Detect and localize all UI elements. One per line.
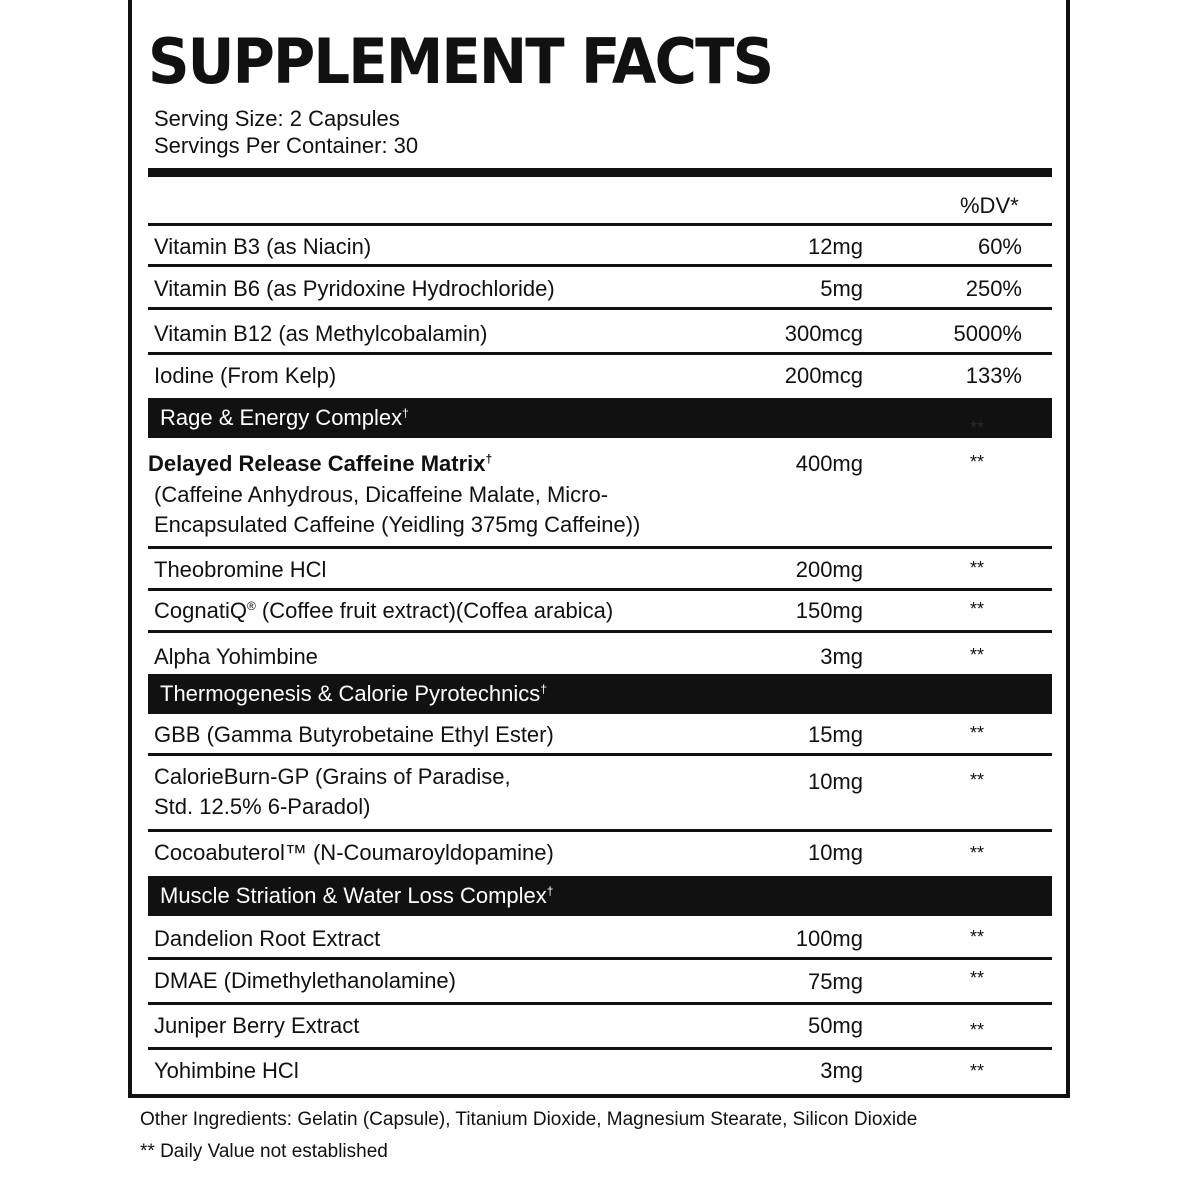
row-amount: 3mg bbox=[820, 644, 863, 669]
caffeine-detail: Encapsulated Caffeine (Yeidling 375mg Caffeine)) bbox=[154, 512, 641, 537]
row-amount: 150mg bbox=[795, 598, 863, 623]
row-name: Yohimbine HCl bbox=[154, 1058, 299, 1083]
row-amount: 3mg bbox=[820, 1058, 863, 1083]
row-name: CognatiQ® (Coffee fruit extract)(Coffea arabica) bbox=[154, 598, 614, 623]
row-amount: 400mg bbox=[795, 451, 863, 476]
row-name: CalorieBurn-GP (Grains of Paradise, bbox=[154, 764, 511, 789]
divider bbox=[148, 957, 1052, 960]
row-dv: 250% bbox=[965, 276, 1022, 301]
dv-note: ** Daily Value not established bbox=[140, 1141, 388, 1162]
row-dv: 5000% bbox=[953, 321, 1022, 346]
row-dv: ** bbox=[970, 645, 985, 665]
band-dv: ** bbox=[970, 418, 985, 438]
row-name: DMAE (Dimethylethanolamine) bbox=[154, 968, 456, 993]
row-dv: ** bbox=[970, 843, 985, 863]
row-amount: 12mg bbox=[807, 234, 863, 259]
divider bbox=[148, 829, 1052, 832]
page-title: SUPPLEMENT FACTS bbox=[148, 25, 773, 98]
row-name: Alpha Yohimbine bbox=[154, 644, 318, 669]
row-dv: ** bbox=[970, 599, 985, 619]
divider bbox=[148, 630, 1052, 633]
row-dv: ** bbox=[970, 968, 985, 988]
section-band-water-loss bbox=[148, 876, 1052, 916]
row-amount: 200mg bbox=[795, 557, 863, 582]
caffeine-detail: (Caffeine Anhydrous, Dicaffeine Malate, Micro- bbox=[154, 482, 609, 507]
row-name: Juniper Berry Extract bbox=[154, 1013, 360, 1038]
section-band-thermogenesis bbox=[148, 674, 1052, 714]
row-dv: ** bbox=[970, 723, 985, 743]
row-name: Dandelion Root Extract bbox=[154, 926, 381, 951]
row-dv: ** bbox=[970, 770, 985, 790]
row-amount: 10mg bbox=[807, 840, 863, 865]
divider bbox=[148, 264, 1052, 267]
section-title: Thermogenesis & Calorie Pyrotechnics† bbox=[160, 681, 547, 706]
row-amount: 75mg bbox=[807, 969, 863, 994]
row-name: Cocoabuterol™ (N-Coumaroyldopamine) bbox=[154, 840, 554, 865]
row-name: Vitamin B3 (as Niacin) bbox=[154, 234, 372, 259]
row-name: Std. 12.5% 6-Paradol) bbox=[154, 794, 371, 819]
row-amount: 10mg bbox=[807, 769, 863, 794]
caffeine-matrix-name: Delayed Release Caffeine Matrix† bbox=[148, 451, 493, 476]
divider bbox=[148, 588, 1052, 591]
dv-header: %DV* bbox=[960, 193, 1019, 218]
divider bbox=[148, 546, 1052, 549]
row-dv: 133% bbox=[965, 363, 1022, 388]
divider bbox=[148, 352, 1052, 355]
row-amount: 15mg bbox=[807, 722, 863, 747]
row-dv: ** bbox=[970, 1061, 985, 1081]
row-dv: ** bbox=[970, 452, 985, 472]
row-amount: 200mcg bbox=[784, 363, 863, 388]
row-name: Iodine (From Kelp) bbox=[154, 363, 337, 388]
divider bbox=[148, 223, 1052, 226]
row-dv: ** bbox=[970, 1020, 985, 1040]
section-title: Rage & Energy Complex† bbox=[160, 405, 409, 430]
divider bbox=[148, 1002, 1052, 1005]
thick-divider bbox=[148, 168, 1052, 177]
servings-per-container: Servings Per Container: 30 bbox=[154, 133, 419, 158]
divider bbox=[148, 753, 1052, 756]
row-amount: 300mcg bbox=[784, 321, 863, 346]
divider bbox=[148, 307, 1052, 310]
row-dv: ** bbox=[970, 558, 985, 578]
serving-size: Serving Size: 2 Capsules bbox=[154, 106, 400, 131]
row-amount: 100mg bbox=[795, 926, 863, 951]
divider bbox=[148, 1047, 1052, 1050]
section-title: Muscle Striation & Water Loss Complex† bbox=[160, 883, 554, 908]
section-band-rage-energy bbox=[148, 398, 1052, 438]
other-ingredients: Other Ingredients: Gelatin (Capsule), Titanium Dioxide, Magnesium Stearate, Silicon Dioxide bbox=[140, 1109, 918, 1130]
row-name: GBB (Gamma Butyrobetaine Ethyl Ester) bbox=[154, 722, 554, 747]
row-dv: 60% bbox=[977, 234, 1022, 259]
row-name: Vitamin B6 (as Pyridoxine Hydrochloride) bbox=[154, 276, 555, 301]
row-dv: ** bbox=[970, 927, 985, 947]
row-name: Vitamin B12 (as Methylcobalamin) bbox=[154, 321, 488, 346]
row-amount: 50mg bbox=[807, 1013, 863, 1038]
row-amount: 5mg bbox=[820, 276, 863, 301]
row-name: Theobromine HCl bbox=[154, 557, 327, 582]
